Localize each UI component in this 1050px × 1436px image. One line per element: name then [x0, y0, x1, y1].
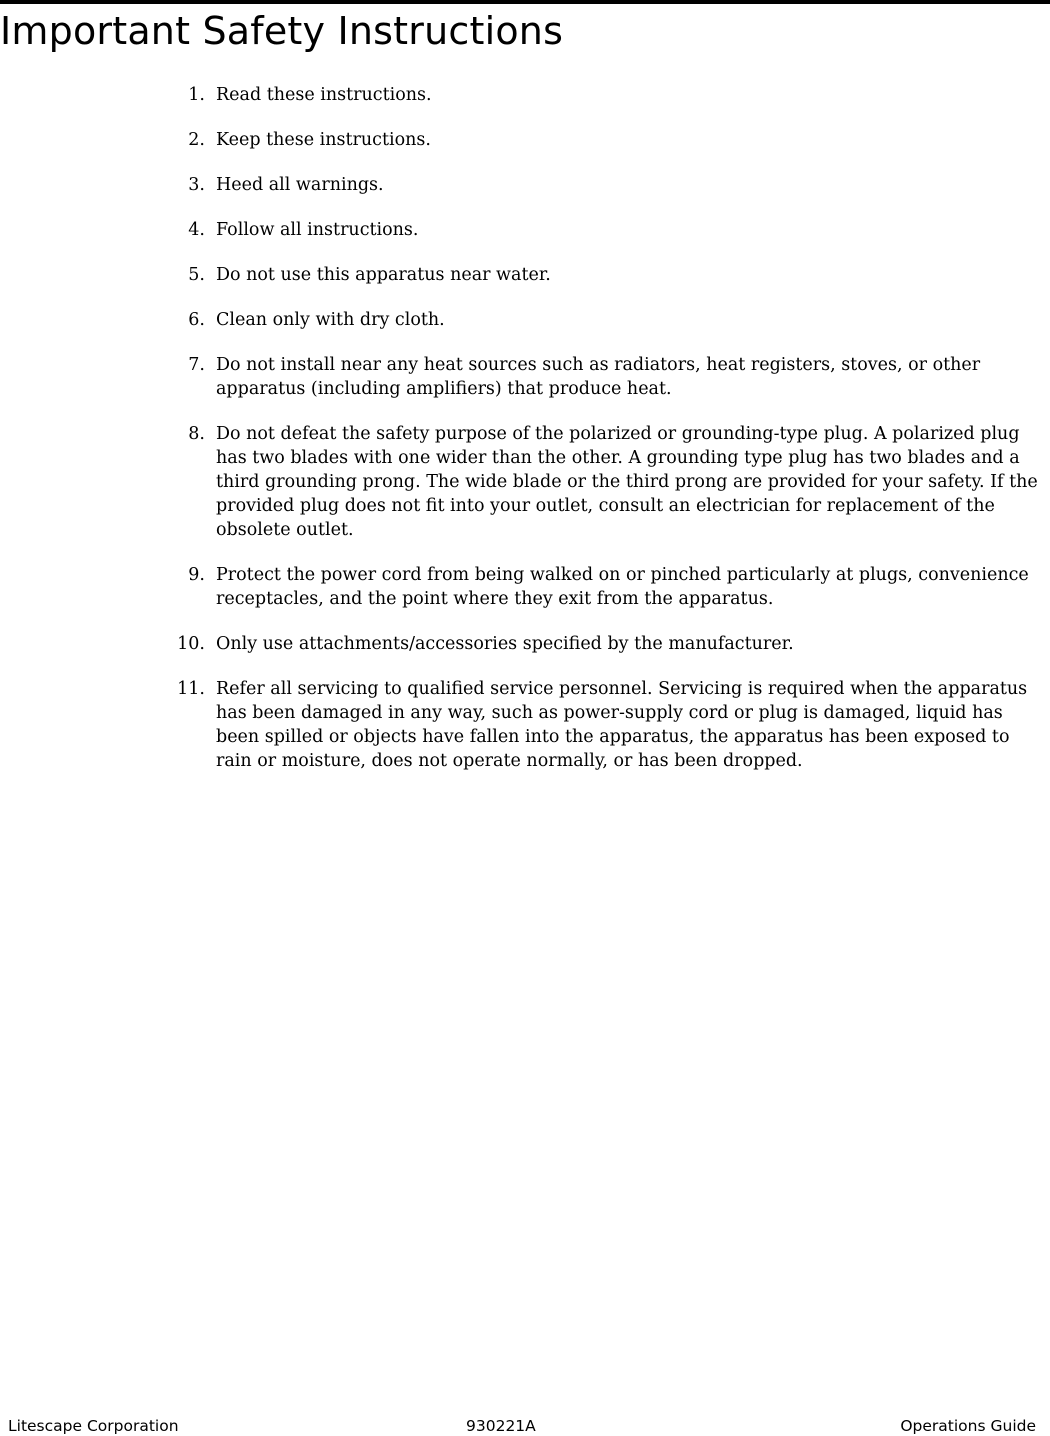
instruction-item: [0, 353, 1050, 401]
instruction-item: [0, 263, 1050, 287]
instruction-item: [0, 218, 1050, 242]
top-rule: [0, 0, 1050, 4]
instruction-number: 11.: [177, 679, 205, 699]
instruction-number: 5.: [188, 265, 205, 285]
instruction-item: [0, 632, 1050, 656]
instruction-number: 2.: [188, 130, 205, 150]
instruction-text: Heed all warnings.: [216, 175, 384, 195]
instruction-number: 9.: [188, 565, 205, 585]
page-footer: [0, 1416, 1050, 1436]
instruction-text: Read these instructions.: [216, 85, 432, 105]
instruction-item: [0, 677, 1050, 773]
instruction-item: [0, 422, 1050, 542]
instruction-text: Refer all servicing to qualified service personnel. Servicing is required when the apparatus has been damaged in any way, such as power-supply cord or plug is damaged, liquid has been spilled or objects have fallen into the apparatus, the apparatus has been exposed to rain or moisture, does not operate normally, or has been dropped.: [216, 679, 1028, 771]
instruction-text: Only use attachments/accessories specified by the manufacturer.: [216, 634, 794, 654]
instruction-item: [0, 83, 1050, 107]
instruction-text: Keep these instructions.: [216, 130, 431, 150]
instruction-item: [0, 563, 1050, 611]
page-title: Important Safety Instructions: [0, 9, 564, 53]
instruction-number: 10.: [177, 634, 205, 654]
instruction-text: Do not use this apparatus near water.: [216, 265, 551, 285]
instruction-text: Clean only with dry cloth.: [216, 310, 445, 330]
instruction-text: Do not defeat the safety purpose of the polarized or grounding-type plug. A polarized plug has two blades with one wider than the other. A grounding type plug has two blades and a third grounding prong. The wide blade or the third prong are provided for your safety. If the provided plug does not fit into your outlet, consult an electrician for replacement of the obsolete outlet.: [216, 424, 1038, 540]
footer-company: Litescape Corporation: [8, 1417, 179, 1435]
instruction-number: 8.: [188, 424, 205, 444]
footer-guide-title: Operations Guide: [900, 1417, 1036, 1435]
instruction-text: Do not install near any heat sources such as radiators, heat registers, stoves, or other apparatus (including amplifiers) that produce heat.: [216, 355, 981, 399]
footer-document-number: 930221A: [466, 1417, 536, 1435]
instruction-item: [0, 128, 1050, 152]
instruction-number: 6.: [188, 310, 205, 330]
instruction-number: 4.: [188, 220, 205, 240]
instruction-number: 3.: [188, 175, 205, 195]
instruction-number: 1.: [188, 85, 205, 105]
instruction-list: [0, 83, 1050, 794]
instruction-text: Protect the power cord from being walked on or pinched particularly at plugs, convenience receptacles, and the point where they exit from the apparatus.: [216, 565, 1029, 609]
instruction-item: [0, 173, 1050, 197]
instruction-text: Follow all instructions.: [216, 220, 419, 240]
instruction-item: [0, 308, 1050, 332]
instruction-number: 7.: [188, 355, 205, 375]
